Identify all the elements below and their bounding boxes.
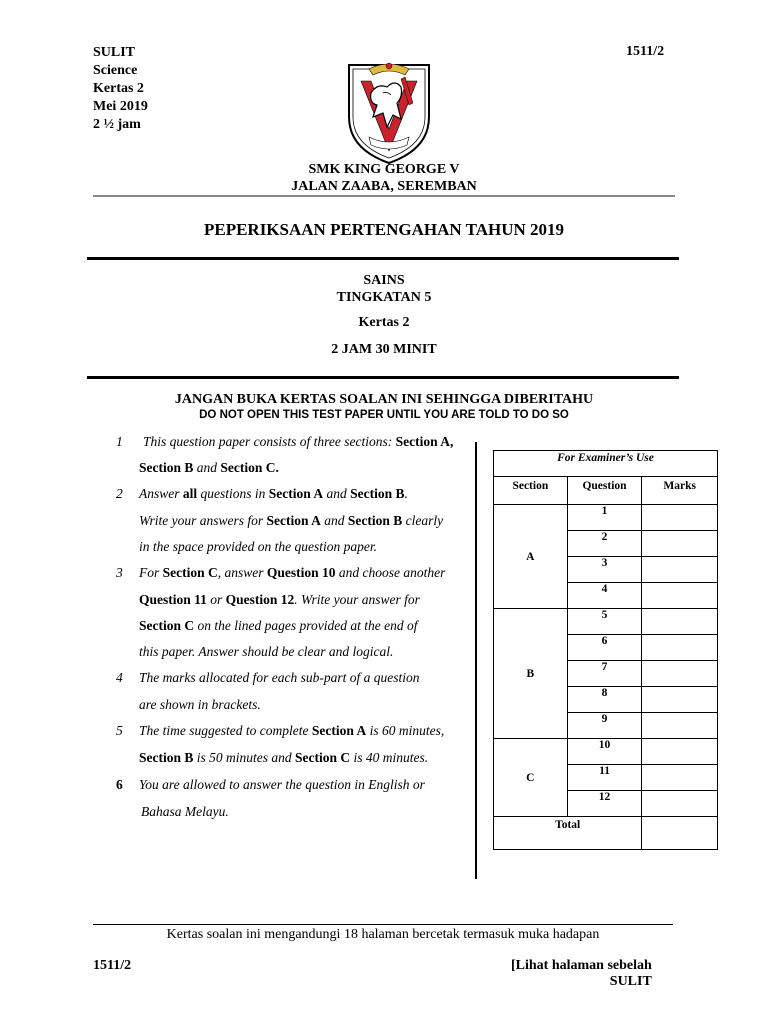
footer-paper-code: 1511/2	[93, 958, 132, 973]
total-marks-cell[interactable]	[642, 817, 718, 850]
examiner-table	[493, 450, 718, 850]
instruction-line: in the space provided on the question paper.	[139, 539, 377, 554]
header-section: Section	[494, 477, 568, 505]
instruction-line: The time suggested to complete Section A is 60 minutes,	[139, 723, 445, 738]
subject-form: TINGKATAN 5	[336, 290, 432, 305]
instruction-line: Section B is 50 minutes and Section C is 40 minutes.	[139, 750, 429, 765]
marks-cell[interactable]	[642, 531, 718, 557]
subject-duration: 2 JAM 30 MINIT	[331, 342, 437, 357]
instruction-line: Question 11 or Question 12. Write your answer for	[139, 592, 420, 607]
subject-name: SAINS	[363, 273, 405, 288]
table-caption: For Examiner’s Use	[494, 451, 718, 477]
section-cell: A	[494, 505, 568, 609]
question-cell: 8	[567, 687, 642, 713]
instruction-number: 2	[116, 486, 123, 501]
header-paper: Kertas 2	[93, 81, 144, 96]
school-block	[0, 161, 768, 195]
instruction-line: Section B and Section C.	[139, 460, 279, 475]
instruction-line: Write your answers for Section A and Section B clearly	[139, 513, 444, 528]
question-cell: 10	[567, 739, 642, 765]
vertical-divider	[475, 442, 477, 879]
question-cell: 5	[567, 609, 642, 635]
header-subject: Science	[93, 63, 138, 78]
question-cell: 1	[567, 505, 642, 531]
marks-cell[interactable]	[642, 609, 718, 635]
instruction-line: This question paper consists of three sections: Section A,	[143, 434, 454, 449]
marks-cell[interactable]	[642, 635, 718, 661]
instruction-number: 5	[116, 723, 123, 738]
footer-divider	[93, 924, 673, 925]
paper-code: 1511/2	[626, 44, 665, 59]
subject-paper: Kertas 2	[358, 315, 410, 330]
header-date: Mei 2019	[93, 99, 148, 114]
header-question: Question	[567, 477, 642, 505]
instruction-number: 3	[116, 565, 123, 580]
question-cell: 7	[567, 661, 642, 687]
marks-cell[interactable]	[642, 661, 718, 687]
instruction-line: this paper. Answer should be clear and logical.	[139, 644, 394, 659]
section-cell: C	[494, 739, 568, 817]
marks-cell[interactable]	[642, 505, 718, 531]
instruction-number: 4	[116, 670, 123, 685]
header-info	[93, 44, 148, 134]
footer-note: Kertas soalan ini mengandungi 18 halaman bercetak termasuk muka hadapan	[166, 927, 600, 942]
question-cell: 9	[567, 713, 642, 739]
total-label: Total	[494, 817, 642, 850]
instruction-line: Bahasa Melayu.	[141, 804, 229, 819]
question-cell: 2	[567, 531, 642, 557]
question-cell: 11	[567, 765, 642, 791]
marks-cell[interactable]	[642, 557, 718, 583]
instruction-number: 1	[116, 434, 123, 449]
marks-cell[interactable]	[642, 583, 718, 609]
header-sulit: SULIT	[93, 45, 136, 60]
school-address: JALAN ZAABA, SEREMBAN	[291, 179, 477, 194]
question-cell: 12	[567, 791, 642, 817]
footer-right	[511, 958, 652, 990]
marks-cell[interactable]	[642, 713, 718, 739]
header-duration: 2 ½ jam	[93, 117, 141, 132]
question-cell: 4	[567, 583, 642, 609]
instruction-line: For Section C, answer Question 10 and choose another	[139, 565, 446, 580]
instruction-number: 6	[116, 777, 123, 792]
header-marks: Marks	[642, 477, 718, 505]
marks-cell[interactable]	[642, 765, 718, 791]
instruction-line: The marks allocated for each sub-part of a question	[139, 670, 420, 685]
warning-english: DO NOT OPEN THIS TEST PAPER UNTIL YOU ARE TOLD TO DO SO	[199, 409, 569, 421]
instruction-line: You are allowed to answer the question in English or	[139, 777, 425, 792]
marks-cell[interactable]	[642, 791, 718, 817]
instruction-line: are shown in brackets.	[139, 697, 261, 712]
exam-title: PEPERIKSAAN PERTENGAHAN TAHUN 2019	[203, 220, 565, 239]
footer-sulit: SULIT	[609, 974, 652, 989]
school-name: SMK KING GEORGE V	[308, 162, 460, 177]
instruction-line: Answer all questions in Section A and Section B.	[139, 486, 408, 501]
warning-malay: JANGAN BUKA KERTAS SOALAN INI SEHINGGA DIBERITAHU	[174, 392, 594, 407]
instruction-line: Section C on the lined pages provided at the end of	[139, 618, 418, 633]
section-cell: B	[494, 609, 568, 739]
divider-grey	[93, 195, 675, 197]
question-cell: 6	[567, 635, 642, 661]
marks-cell[interactable]	[642, 687, 718, 713]
divider-thick-2	[87, 376, 679, 379]
divider-thick-1	[87, 257, 679, 260]
school-crest-logo	[343, 57, 435, 165]
footer-next-page: [Lihat halaman sebelah	[511, 958, 652, 973]
question-cell: 3	[567, 557, 642, 583]
marks-cell[interactable]	[642, 739, 718, 765]
